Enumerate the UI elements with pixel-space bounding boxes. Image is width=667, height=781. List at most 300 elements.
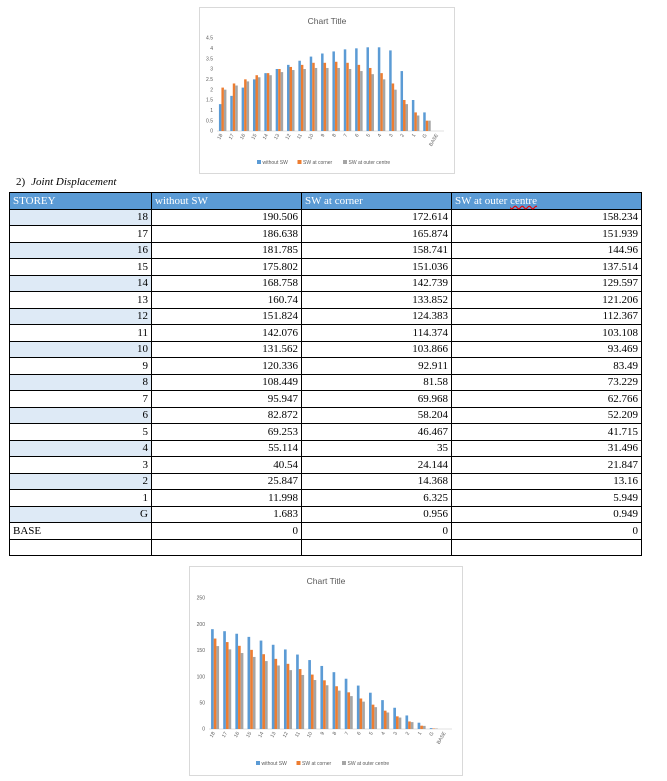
bar-sw-at-outer-centre [258,77,260,131]
table-row [10,325,642,342]
table-row [10,407,642,424]
bar-sw-at-corner [233,83,235,131]
bar-sw-at-corner [290,67,292,131]
without-sw-cell: 168.758 [152,275,302,292]
y-tick-label: 50 [199,700,205,707]
sw-corner-cell: 165.874 [302,226,452,243]
table-row-empty [10,539,642,556]
bar-without-sw [310,57,312,131]
storey-cell: G [10,506,152,523]
bar-without-sw [345,679,348,729]
sw-corner-cell: 92.911 [302,358,452,375]
bar-sw-at-outer-centre [314,680,317,729]
bar-without-sw [357,686,360,729]
header-without-sw: without SW [152,193,302,210]
bar-sw-at-outer-centre [394,90,396,131]
header-sw-outer-centre [452,193,642,210]
without-sw-cell: 11.998 [152,490,302,507]
y-tick-label: 2 [210,87,213,94]
y-tick-label: 3.5 [206,56,213,63]
bar-sw-at-corner [426,121,428,131]
bar-sw-at-corner [392,83,394,131]
sw-corner-cell: 142.739 [302,275,452,292]
x-tick-label: 17 [227,133,236,141]
x-tick-label: 12 [284,133,293,141]
without-sw-cell: 186.638 [152,226,302,243]
sw-corner-cell: 0.956 [302,506,452,523]
sw-outer-centre-cell: 13.16 [452,473,642,490]
y-tick-label: 0 [202,726,205,733]
bar-sw-at-corner [346,63,348,131]
bar-sw-at-outer-centre [350,696,353,729]
bar-sw-at-outer-centre [315,68,317,131]
legend-label: without SW [262,160,288,166]
bar-sw-at-outer-centre [289,670,292,729]
x-tick-label: 17 [220,731,229,739]
storey-cell: 4 [10,440,152,457]
bar-sw-at-corner [238,646,241,729]
storey-cell: 15 [10,259,152,276]
sw-outer-centre-cell: 93.469 [452,341,642,358]
sw-outer-centre-cell: 158.234 [452,209,642,226]
bar-without-sw [298,61,300,131]
sw-corner-cell: 133.852 [302,292,452,309]
table-row [10,308,642,325]
sw-outer-centre-cell: 129.597 [452,275,642,292]
without-sw-cell: 142.076 [152,325,302,342]
empty-cell [10,539,152,556]
x-tick-label: 4 [380,731,387,737]
y-tick-label: 250 [196,595,205,602]
sw-outer-centre-cell: 62.766 [452,391,642,408]
bar-sw-at-outer-centre [371,74,373,131]
bar-sw-at-outer-centre [326,685,329,729]
x-tick-label: 6 [356,731,363,737]
bar-without-sw [223,631,226,729]
sw-outer-centre-cell: 21.847 [452,457,642,474]
x-tick-label: BASE [435,731,448,746]
bar-sw-at-corner [432,728,435,729]
table-row [10,523,642,540]
bar-sw-at-outer-centre [281,72,283,131]
bar-without-sw [260,641,263,729]
empty-cell [302,539,452,556]
without-sw-cell: 108.449 [152,374,302,391]
x-tick-label: 8 [331,731,339,737]
x-tick-label: 18 [216,133,225,141]
bar-sw-at-corner [396,716,399,729]
displacement-table [9,192,642,556]
sw-outer-centre-cell: 5.949 [452,490,642,507]
table-row [10,226,642,243]
x-tick-label: 15 [245,731,254,739]
bar-sw-at-outer-centre [428,121,430,131]
empty-cell [152,539,302,556]
bar-sw-at-outer-centre [235,86,237,131]
bar-sw-at-outer-centre [269,75,271,131]
legend-label: SW at outer centre [347,761,390,767]
sw-outer-centre-cell: 83.49 [452,358,642,375]
sw-corner-cell: 35 [302,440,452,457]
table-row [10,490,642,507]
x-tick-label: 5 [365,133,372,139]
y-tick-label: 3 [210,66,213,73]
sw-corner-cell: 58.204 [302,407,452,424]
sw-corner-cell: 151.036 [302,259,452,276]
storey-cell: 11 [10,325,152,342]
bar-sw-at-outer-centre [301,675,304,729]
bar-sw-at-corner [403,100,405,131]
without-sw-cell: 160.74 [152,292,302,309]
storey-cell: 12 [10,308,152,325]
bar-without-sw [253,79,255,131]
x-tick-label: 6 [354,133,361,139]
sw-outer-centre-cell: 41.715 [452,424,642,441]
without-sw-cell: 120.336 [152,358,302,375]
x-tick-label: BASE [428,133,441,148]
legend-swatch [298,160,302,164]
storey-cell: 7 [10,391,152,408]
bar-sw-at-outer-centre [229,649,232,729]
bar-sw-at-outer-centre [399,718,402,729]
x-tick-label: 16 [239,133,248,141]
x-tick-label: 3 [392,731,400,737]
x-tick-label: G [421,133,429,140]
without-sw-cell: 55.114 [152,440,302,457]
bar-sw-at-corner [301,65,303,131]
header-sw-outer-centre-label: SW at outer centre [455,194,537,207]
section-heading [16,176,116,188]
chart-2 [189,566,463,776]
storey-cell: BASE [10,523,152,540]
sw-corner-cell: 172.614 [302,209,452,226]
bar-without-sw [423,112,425,131]
sw-outer-centre-cell: 52.209 [452,407,642,424]
bar-sw-at-corner [278,69,280,131]
table-row [10,440,642,457]
legend-label: SW at corner [302,761,332,767]
x-tick-label: 8 [331,133,338,139]
table-row [10,341,642,358]
x-tick-label: 2 [404,731,412,737]
bar-sw-at-corner [358,65,360,131]
bar-sw-at-outer-centre [216,646,219,729]
table-header-row [10,193,642,210]
bar-without-sw [381,700,384,729]
x-tick-label: 12 [281,731,290,739]
bar-without-sw [405,715,408,729]
legend-swatch [342,761,346,765]
chart-2-svg [190,567,462,775]
y-tick-label: 4 [210,46,213,53]
y-tick-label: 2.5 [206,77,213,84]
bar-without-sw [284,649,287,729]
sw-outer-centre-cell: 151.939 [452,226,642,243]
bar-sw-at-corner [323,680,326,729]
bar-sw-at-outer-centre [411,722,414,729]
spellcheck-word: centre [510,194,537,207]
without-sw-cell: 131.562 [152,341,302,358]
bar-sw-at-corner [408,721,411,729]
chart-1-svg [200,8,454,173]
bar-without-sw [389,50,391,131]
without-sw-cell: 95.947 [152,391,302,408]
header-sw-corner: SW at corner [302,193,452,210]
bar-sw-at-outer-centre [265,661,268,729]
bar-sw-at-outer-centre [383,79,385,131]
y-tick-label: 200 [196,621,205,628]
bar-sw-at-outer-centre [241,653,244,729]
without-sw-cell: 151.824 [152,308,302,325]
table-row [10,275,642,292]
bar-without-sw [230,96,232,131]
chart-title: Chart Title [306,576,346,586]
bar-sw-at-outer-centre [406,104,408,131]
bar-sw-at-corner [324,63,326,131]
bar-without-sw [412,100,414,131]
bar-sw-at-outer-centre [349,69,351,131]
without-sw-cell: 25.847 [152,473,302,490]
table-row [10,424,642,441]
legend-swatch [257,160,261,164]
table-row [10,242,642,259]
without-sw-cell: 1.683 [152,506,302,523]
legend-swatch [256,761,260,765]
legend-label: SW at outer centre [348,160,391,166]
y-tick-label: 0 [210,128,213,135]
storey-cell: 9 [10,358,152,375]
legend-swatch [297,761,301,765]
x-tick-label: 16 [233,731,242,739]
bar-sw-at-corner [384,711,387,729]
x-tick-label: 1 [416,731,424,737]
bar-sw-at-outer-centre [423,726,426,729]
table-row [10,457,642,474]
bar-without-sw [321,54,323,132]
bar-without-sw [320,666,323,729]
storey-cell: 13 [10,292,152,309]
bar-without-sw [248,637,251,729]
bar-without-sw [418,723,421,729]
x-tick-label: 4 [376,133,384,139]
sw-outer-centre-cell: 144.96 [452,242,642,259]
bar-sw-at-corner [335,686,338,729]
sw-corner-cell: 6.325 [302,490,452,507]
section-number: 2) [16,176,26,188]
bar-sw-at-outer-centre [417,116,419,132]
without-sw-cell: 69.253 [152,424,302,441]
bar-sw-at-outer-centre [224,90,226,131]
table-row [10,506,642,523]
storey-cell: 6 [10,407,152,424]
storey-cell: 17 [10,226,152,243]
bar-without-sw [378,47,380,131]
bar-without-sw [332,51,334,131]
storey-cell: 14 [10,275,152,292]
y-tick-label: 1.5 [206,97,213,104]
x-tick-label: 9 [319,731,327,737]
x-tick-label: 7 [343,731,351,737]
sw-corner-cell: 24.144 [302,457,452,474]
bar-sw-at-outer-centre [277,665,280,729]
header-storey: STOREY [10,193,152,210]
bar-without-sw [308,660,311,729]
bar-sw-at-corner [262,654,265,729]
chart-1 [199,7,455,174]
x-tick-label: 14 [261,133,270,141]
bar-sw-at-corner [372,705,375,729]
sw-corner-cell: 69.968 [302,391,452,408]
storey-cell: 16 [10,242,152,259]
sw-outer-centre-cell: 0.949 [452,506,642,523]
bar-sw-at-corner [335,62,337,131]
x-tick-label: 7 [342,133,350,139]
bar-without-sw [211,629,214,729]
table-row [10,391,642,408]
y-tick-label: 4.5 [206,35,213,42]
sw-corner-cell: 0 [302,523,452,540]
y-tick-label: 0.5 [206,118,213,125]
without-sw-cell: 0 [152,523,302,540]
bar-sw-at-outer-centre [374,707,377,729]
sw-outer-centre-cell: 112.367 [452,308,642,325]
section-title: Joint Displacement [31,176,117,188]
empty-cell [452,539,642,556]
bar-without-sw [276,69,278,131]
without-sw-cell: 190.506 [152,209,302,226]
storey-cell: 18 [10,209,152,226]
without-sw-cell: 175.802 [152,259,302,276]
bar-sw-at-corner [250,650,253,729]
bar-sw-at-outer-centre [360,71,362,131]
x-tick-label: 1 [410,133,418,139]
without-sw-cell: 82.872 [152,407,302,424]
bar-without-sw [287,65,289,131]
sw-corner-cell: 14.368 [302,473,452,490]
sw-outer-centre-cell: 0 [452,523,642,540]
x-tick-label: 11 [296,133,304,141]
bar-without-sw [366,47,368,131]
table-row [10,292,642,309]
bar-sw-at-outer-centre [387,712,390,729]
x-tick-label: 15 [250,133,259,141]
y-tick-label: 150 [196,648,205,655]
x-tick-label: 18 [208,731,217,739]
sw-corner-cell: 158.741 [302,242,452,259]
bar-without-sw [219,104,221,131]
table-row [10,209,642,226]
x-tick-label: 9 [319,133,327,139]
without-sw-cell: 40.54 [152,457,302,474]
bar-sw-at-outer-centre [303,69,305,131]
storey-cell: 5 [10,424,152,441]
sw-outer-centre-cell: 121.206 [452,292,642,309]
bar-sw-at-corner [420,726,423,729]
bar-sw-at-corner [244,79,246,131]
bar-sw-at-corner [299,669,302,729]
without-sw-cell: 181.785 [152,242,302,259]
sw-outer-centre-cell: 103.108 [452,325,642,342]
bar-sw-at-corner [274,659,277,729]
sw-outer-centre-cell: 73.229 [452,374,642,391]
bar-sw-at-corner [255,75,257,131]
bar-without-sw [272,645,275,729]
x-tick-label: 13 [273,133,282,141]
bar-sw-at-outer-centre [253,657,256,729]
storey-cell: 8 [10,374,152,391]
x-tick-label: 10 [307,133,316,141]
storey-cell: 10 [10,341,152,358]
x-tick-label: 11 [294,731,302,739]
bar-sw-at-outer-centre [362,702,365,729]
bar-without-sw [264,73,266,131]
table-row [10,259,642,276]
bar-without-sw [333,672,336,729]
bar-without-sw [430,728,433,729]
storey-cell: 3 [10,457,152,474]
bar-sw-at-corner [311,675,314,729]
bar-sw-at-corner [414,112,416,131]
table-body [10,209,642,556]
table-row [10,473,642,490]
bar-sw-at-outer-centre [326,68,328,131]
bar-sw-at-corner [369,68,371,131]
sw-outer-centre-cell: 137.514 [452,259,642,276]
bar-sw-at-outer-centre [337,68,339,131]
x-tick-label: G [428,731,436,738]
table-row [10,358,642,375]
bar-sw-at-corner [360,699,363,729]
bar-sw-at-outer-centre [247,81,249,131]
bar-without-sw [369,693,372,729]
sw-corner-cell: 81.58 [302,374,452,391]
table-row [10,374,642,391]
bar-without-sw [296,655,299,729]
legend-label: without SW [261,761,287,767]
bar-without-sw [242,88,244,131]
bar-sw-at-corner [226,642,229,729]
sw-corner-cell: 46.467 [302,424,452,441]
chart-title: Chart Title [307,16,347,26]
bar-sw-at-corner [380,73,382,131]
sw-outer-centre-cell: 31.496 [452,440,642,457]
x-tick-label: 10 [306,731,315,739]
x-tick-label: 3 [388,133,395,139]
bar-without-sw [355,48,357,131]
legend-swatch [343,160,347,164]
storey-cell: 2 [10,473,152,490]
x-tick-label: 5 [368,731,375,737]
x-tick-label: 13 [269,731,278,739]
x-tick-label: 14 [257,731,266,739]
sw-corner-cell: 114.374 [302,325,452,342]
bar-sw-at-corner [221,88,223,131]
bar-without-sw [401,71,403,131]
bar-sw-at-outer-centre [338,691,341,729]
bar-without-sw [344,49,346,131]
bar-without-sw [393,708,396,729]
bar-sw-at-corner [312,63,314,131]
bar-sw-at-corner [347,692,350,729]
sw-corner-cell: 103.866 [302,341,452,358]
legend-label: SW at corner [303,160,333,166]
y-tick-label: 100 [196,674,205,681]
y-tick-label: 1 [210,108,213,115]
sw-corner-cell: 124.383 [302,308,452,325]
x-tick-label: 2 [399,133,407,139]
bar-without-sw [235,634,238,729]
bar-sw-at-corner [287,664,290,729]
